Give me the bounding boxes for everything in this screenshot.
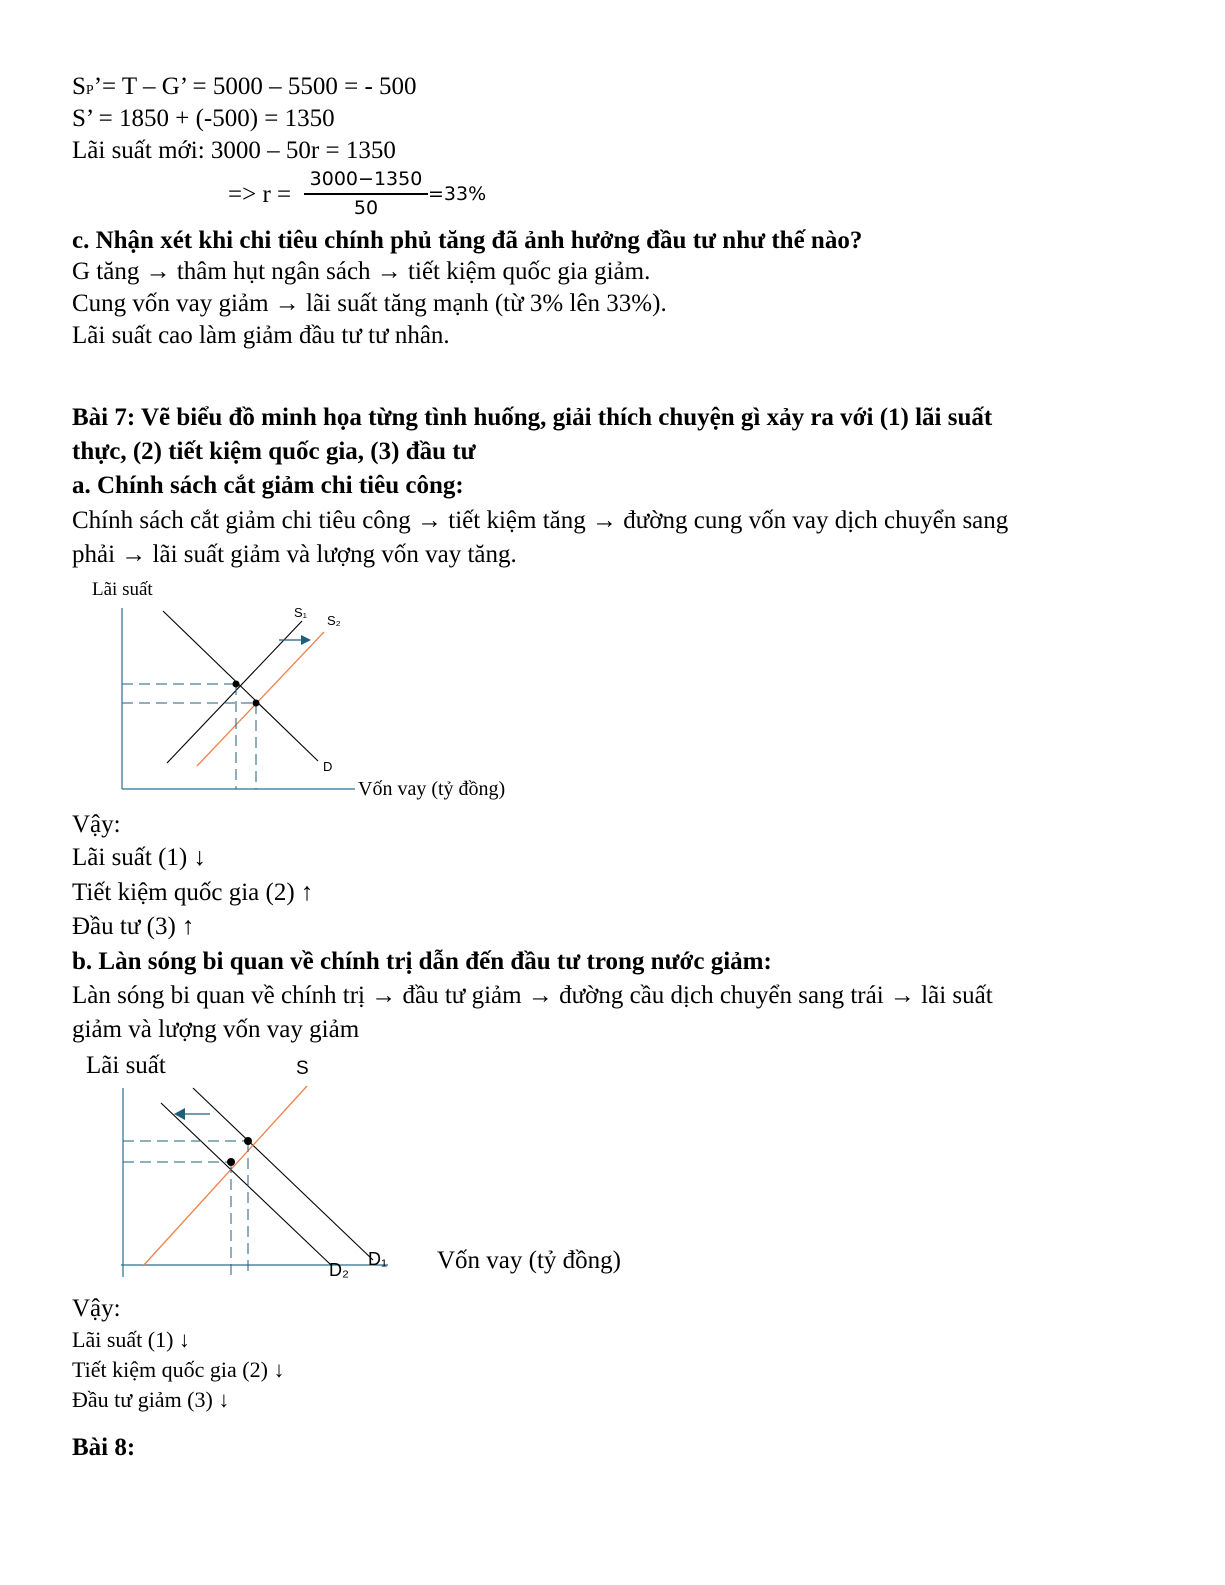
chart-b xyxy=(0,1044,680,1294)
rate-equation: Lãi suất mới: 3000 – 50r = 1350 xyxy=(72,137,396,164)
c-heading: c. Nhận xét khi chi tiêu chính phủ tăng đã ảnh hưởng đầu tư như thế nào? xyxy=(72,227,863,254)
chart-b-ylabel: Lãi suất xyxy=(86,1052,166,1079)
a-heading: a. Chính sách cắt giảm chi tiêu công: xyxy=(72,472,464,499)
sp-subscript: P xyxy=(85,83,94,98)
b-line-2: giảm và lượng vốn vay giảm xyxy=(72,1016,360,1043)
s-equation: S’ = 1850 + (-500) = 1350 xyxy=(72,105,335,132)
b-line-1: Làn sóng bi quan về chính trị → đầu tư giảm → đường cầu dịch chuyển sang trái → lãi suất xyxy=(72,982,993,1009)
chart-a-supply-s1 xyxy=(167,621,302,763)
sp-equation-text: ’= T – G’ = 5000 – 5500 = - 500 xyxy=(93,73,417,100)
chart-a-supply-s2 xyxy=(197,632,324,766)
sp-symbol: S xyxy=(72,73,86,100)
chart-b-supply-s xyxy=(143,1086,307,1266)
bai7-heading-1: Bài 7: Vẽ biểu đồ minh họa từng tình huống, giải thích chuyện gì xảy ra với (1) lãi suất xyxy=(72,404,993,431)
c-line-2: Cung vốn vay giảm → lãi suất tăng mạnh (từ 3% lên 33%). xyxy=(72,290,667,317)
chart-a-equilibrium-2 xyxy=(253,700,260,707)
a-line-1: Chính sách cắt giảm chi tiêu công → tiết kiệm tăng → đường cung vốn vay dịch chuyển sang xyxy=(72,507,1009,534)
a-line-2: phải → lãi suất giảm và lượng vốn vay tăng. xyxy=(72,541,517,568)
chart-a-ylabel: Lãi suất xyxy=(92,579,153,600)
a-result-3: Đầu tư (3) ↑ xyxy=(72,913,195,940)
chart-a-xlabel: Vốn vay (tỷ đồng) xyxy=(358,778,506,800)
r-prefix: => r = xyxy=(228,181,292,208)
bai7-heading-2: thực, (2) tiết kiệm quốc gia, (3) đầu tư xyxy=(72,438,476,465)
chart-b-label-d1: D₁ xyxy=(368,1249,388,1269)
b-result-3: Đầu tư giảm (3) ↓ xyxy=(72,1387,230,1412)
sp-equation xyxy=(72,72,417,106)
chart-b-label-s: S xyxy=(296,1058,309,1079)
chart-a-label-d: D xyxy=(323,759,333,774)
chart-b-shift-arrow-head xyxy=(174,1108,185,1120)
chart-a xyxy=(0,570,560,810)
b-result-2: Tiết kiệm quốc gia (2) ↓ xyxy=(72,1357,285,1382)
fraction-bar xyxy=(304,193,428,195)
b-heading: b. Làn sóng bi quan về chính trị dẫn đến đầu tư trong nước giảm: xyxy=(72,948,772,975)
chart-b-equilibrium-1 xyxy=(244,1137,252,1145)
c-line-3: Lãi suất cao làm giảm đầu tư tư nhân. xyxy=(72,322,450,349)
b-result-1: Lãi suất (1) ↓ xyxy=(72,1327,190,1352)
fraction-numerator: 3000−1350 xyxy=(309,168,423,190)
chart-b-xlabel: Vốn vay (tỷ đồng) xyxy=(437,1247,621,1274)
fraction-denominator: 50 xyxy=(353,197,379,219)
bai8-heading: Bài 8: xyxy=(72,1434,136,1461)
b-conclusion-heading: Vậy: xyxy=(72,1295,121,1322)
a-result-2: Tiết kiệm quốc gia (2) ↑ xyxy=(72,879,314,906)
chart-b-equilibrium-2 xyxy=(227,1158,235,1166)
a-result-1: Lãi suất (1) ↓ xyxy=(72,844,206,871)
fraction-result: =33% xyxy=(428,183,487,205)
chart-b-demand-d2 xyxy=(161,1103,331,1265)
chart-b-demand-d1 xyxy=(193,1088,373,1260)
chart-a-label-s1: S₁ xyxy=(294,605,308,620)
chart-a-equilibrium-1 xyxy=(233,681,240,688)
a-conclusion-heading: Vậy: xyxy=(72,811,121,838)
chart-b-label-d2: D₂ xyxy=(329,1260,349,1280)
chart-a-shift-arrow-head xyxy=(301,635,311,645)
c-line-1: G tăng → thâm hụt ngân sách → tiết kiệm quốc gia giảm. xyxy=(72,258,651,285)
chart-a-label-s2: S₂ xyxy=(327,613,341,628)
